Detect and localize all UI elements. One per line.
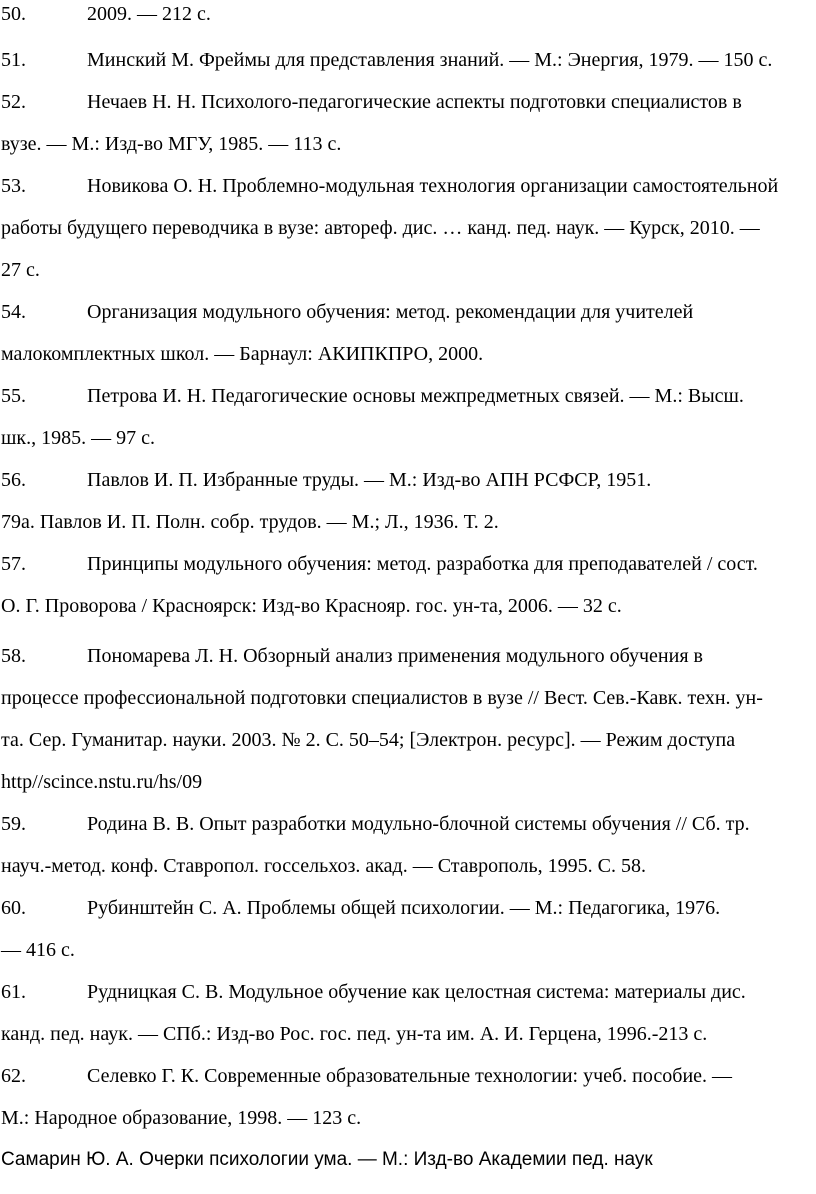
- entry-text: Самарин Ю. А. Очерки психологии ума. — М.: Изд-во Академии пед. наук: [1, 1149, 653, 1170]
- entry-text: вузе. — М.: Изд-во МГУ, 1985. — 113 с.: [1, 133, 342, 155]
- list-item: [1, 896, 720, 920]
- list-item: [1, 510, 499, 534]
- entry-text: науч.-метод. конф. Ставропол. госсельхоз. акад. — Ставрополь, 1995. С. 58.: [1, 855, 646, 877]
- entry-number: 62.: [1, 1065, 26, 1087]
- list-item: [1, 48, 772, 72]
- list-item: [1, 132, 341, 156]
- entry-text: Минский М. Фреймы для представления знаний. — М.: Энергия, 1979. — 150 с.: [87, 49, 773, 71]
- entry-text: Принципы модульного обучения: метод. разработка для преподавателей / сост.: [87, 553, 758, 575]
- list-item: [1, 342, 483, 366]
- list-item: [1, 1022, 707, 1046]
- list-item: [1, 644, 703, 668]
- list-item: [1, 594, 622, 618]
- entry-text: Селевко Г. К. Современные образовательные технологии: учеб. пособие. —: [87, 1065, 733, 1087]
- list-item: [1, 812, 750, 836]
- list-item: [1, 686, 763, 710]
- entry-text: Пономарева Л. Н. Обзорный анализ применения модульного обучения в: [87, 645, 703, 667]
- list-item: [1, 174, 778, 198]
- entry-number: 59.: [1, 813, 26, 835]
- list-item: [1, 426, 155, 450]
- entry-number: 58.: [1, 645, 26, 667]
- entry-number: 50.: [1, 3, 26, 25]
- entry-text: 27 с.: [1, 259, 40, 281]
- entry-text: Новикова О. Н. Проблемно-модульная технология организации самостоятельной: [87, 175, 779, 197]
- entry-text: 2009. — 212 с.: [87, 3, 211, 25]
- list-item: [1, 90, 742, 114]
- list-item: [1, 770, 202, 794]
- entry-text: канд. пед. наук. — СПб.: Изд-во Рос. гос. пед. ун-та им. А. И. Герцена, 1996.-213 с.: [1, 1023, 708, 1045]
- list-item: [1, 2, 211, 26]
- list-item: [1, 468, 651, 492]
- list-item: [1, 938, 75, 962]
- entry-text: Петрова И. Н. Педагогические основы межпредметных связей. — М.: Высш.: [87, 385, 744, 407]
- entry-text: Павлов И. П. Избранные труды. — М.: Изд-во АПН РСФСР, 1951.: [87, 469, 652, 491]
- entry-text: М.: Народное образование, 1998. — 123 с.: [1, 1107, 362, 1129]
- entry-text: малокомплектных школ. — Барнаул: АКИПКПРО, 2000.: [1, 343, 484, 365]
- entry-text: Организация модульного обучения: метод. рекомендации для учителей: [87, 301, 694, 323]
- entry-text: процессе профессиональной подготовки специалистов в вузе // Вест. Сев.-Кавк. техн. ун-: [1, 687, 763, 709]
- entry-number: 60.: [1, 897, 26, 919]
- entry-text: работы будущего переводчика в вузе: автореф. дис. … канд. пед. наук. — Курск, 2010. —: [1, 217, 760, 239]
- entry-text: та. Сер. Гуманитар. науки. 2003. № 2. С. 50–54; [Электрон. ресурс]. — Режим доступа: [1, 729, 736, 751]
- entry-text: Рудницкая С. В. Модульное обучение как целостная система: материалы дис.: [87, 981, 746, 1003]
- entry-text: — 416 с.: [1, 939, 75, 961]
- list-item: [1, 552, 758, 576]
- entry-number: 57.: [1, 553, 26, 575]
- list-item: [1, 1148, 653, 1172]
- list-item: [1, 854, 646, 878]
- entry-text: 79а. Павлов И. П. Полн. собр. трудов. — М.; Л., 1936. Т. 2.: [1, 511, 499, 533]
- list-item: [1, 728, 735, 752]
- list-item: [1, 384, 744, 408]
- entry-number: 55.: [1, 385, 26, 407]
- list-item: [1, 300, 693, 324]
- entry-number: 61.: [1, 981, 26, 1003]
- list-item: [1, 1064, 732, 1088]
- entry-number: 52.: [1, 91, 26, 113]
- entry-number: 51.: [1, 49, 26, 71]
- entry-text: О. Г. Проворова / Красноярск: Изд-во Краснояр. гос. ун-та, 2006. — 32 с.: [1, 595, 622, 617]
- list-item: [1, 258, 40, 282]
- entry-number: 53.: [1, 175, 26, 197]
- entry-text: Родина В. В. Опыт разработки модульно-блочной системы обучения // Сб. тр.: [87, 813, 750, 835]
- list-item: [1, 1106, 361, 1130]
- entry-text: http//scince.nstu.ru/hs/09: [1, 771, 203, 793]
- entry-text: шк., 1985. — 97 с.: [1, 427, 155, 449]
- entry-text: Нечаев Н. Н. Психолого-педагогические аспекты подготовки специалистов в: [87, 91, 742, 113]
- entry-number: 54.: [1, 301, 26, 323]
- list-item: [1, 216, 760, 240]
- entry-text: Рубинштейн С. А. Проблемы общей психологии. — М.: Педагогика, 1976.: [87, 897, 721, 919]
- list-item: [1, 980, 746, 1004]
- entry-number: 56.: [1, 469, 26, 491]
